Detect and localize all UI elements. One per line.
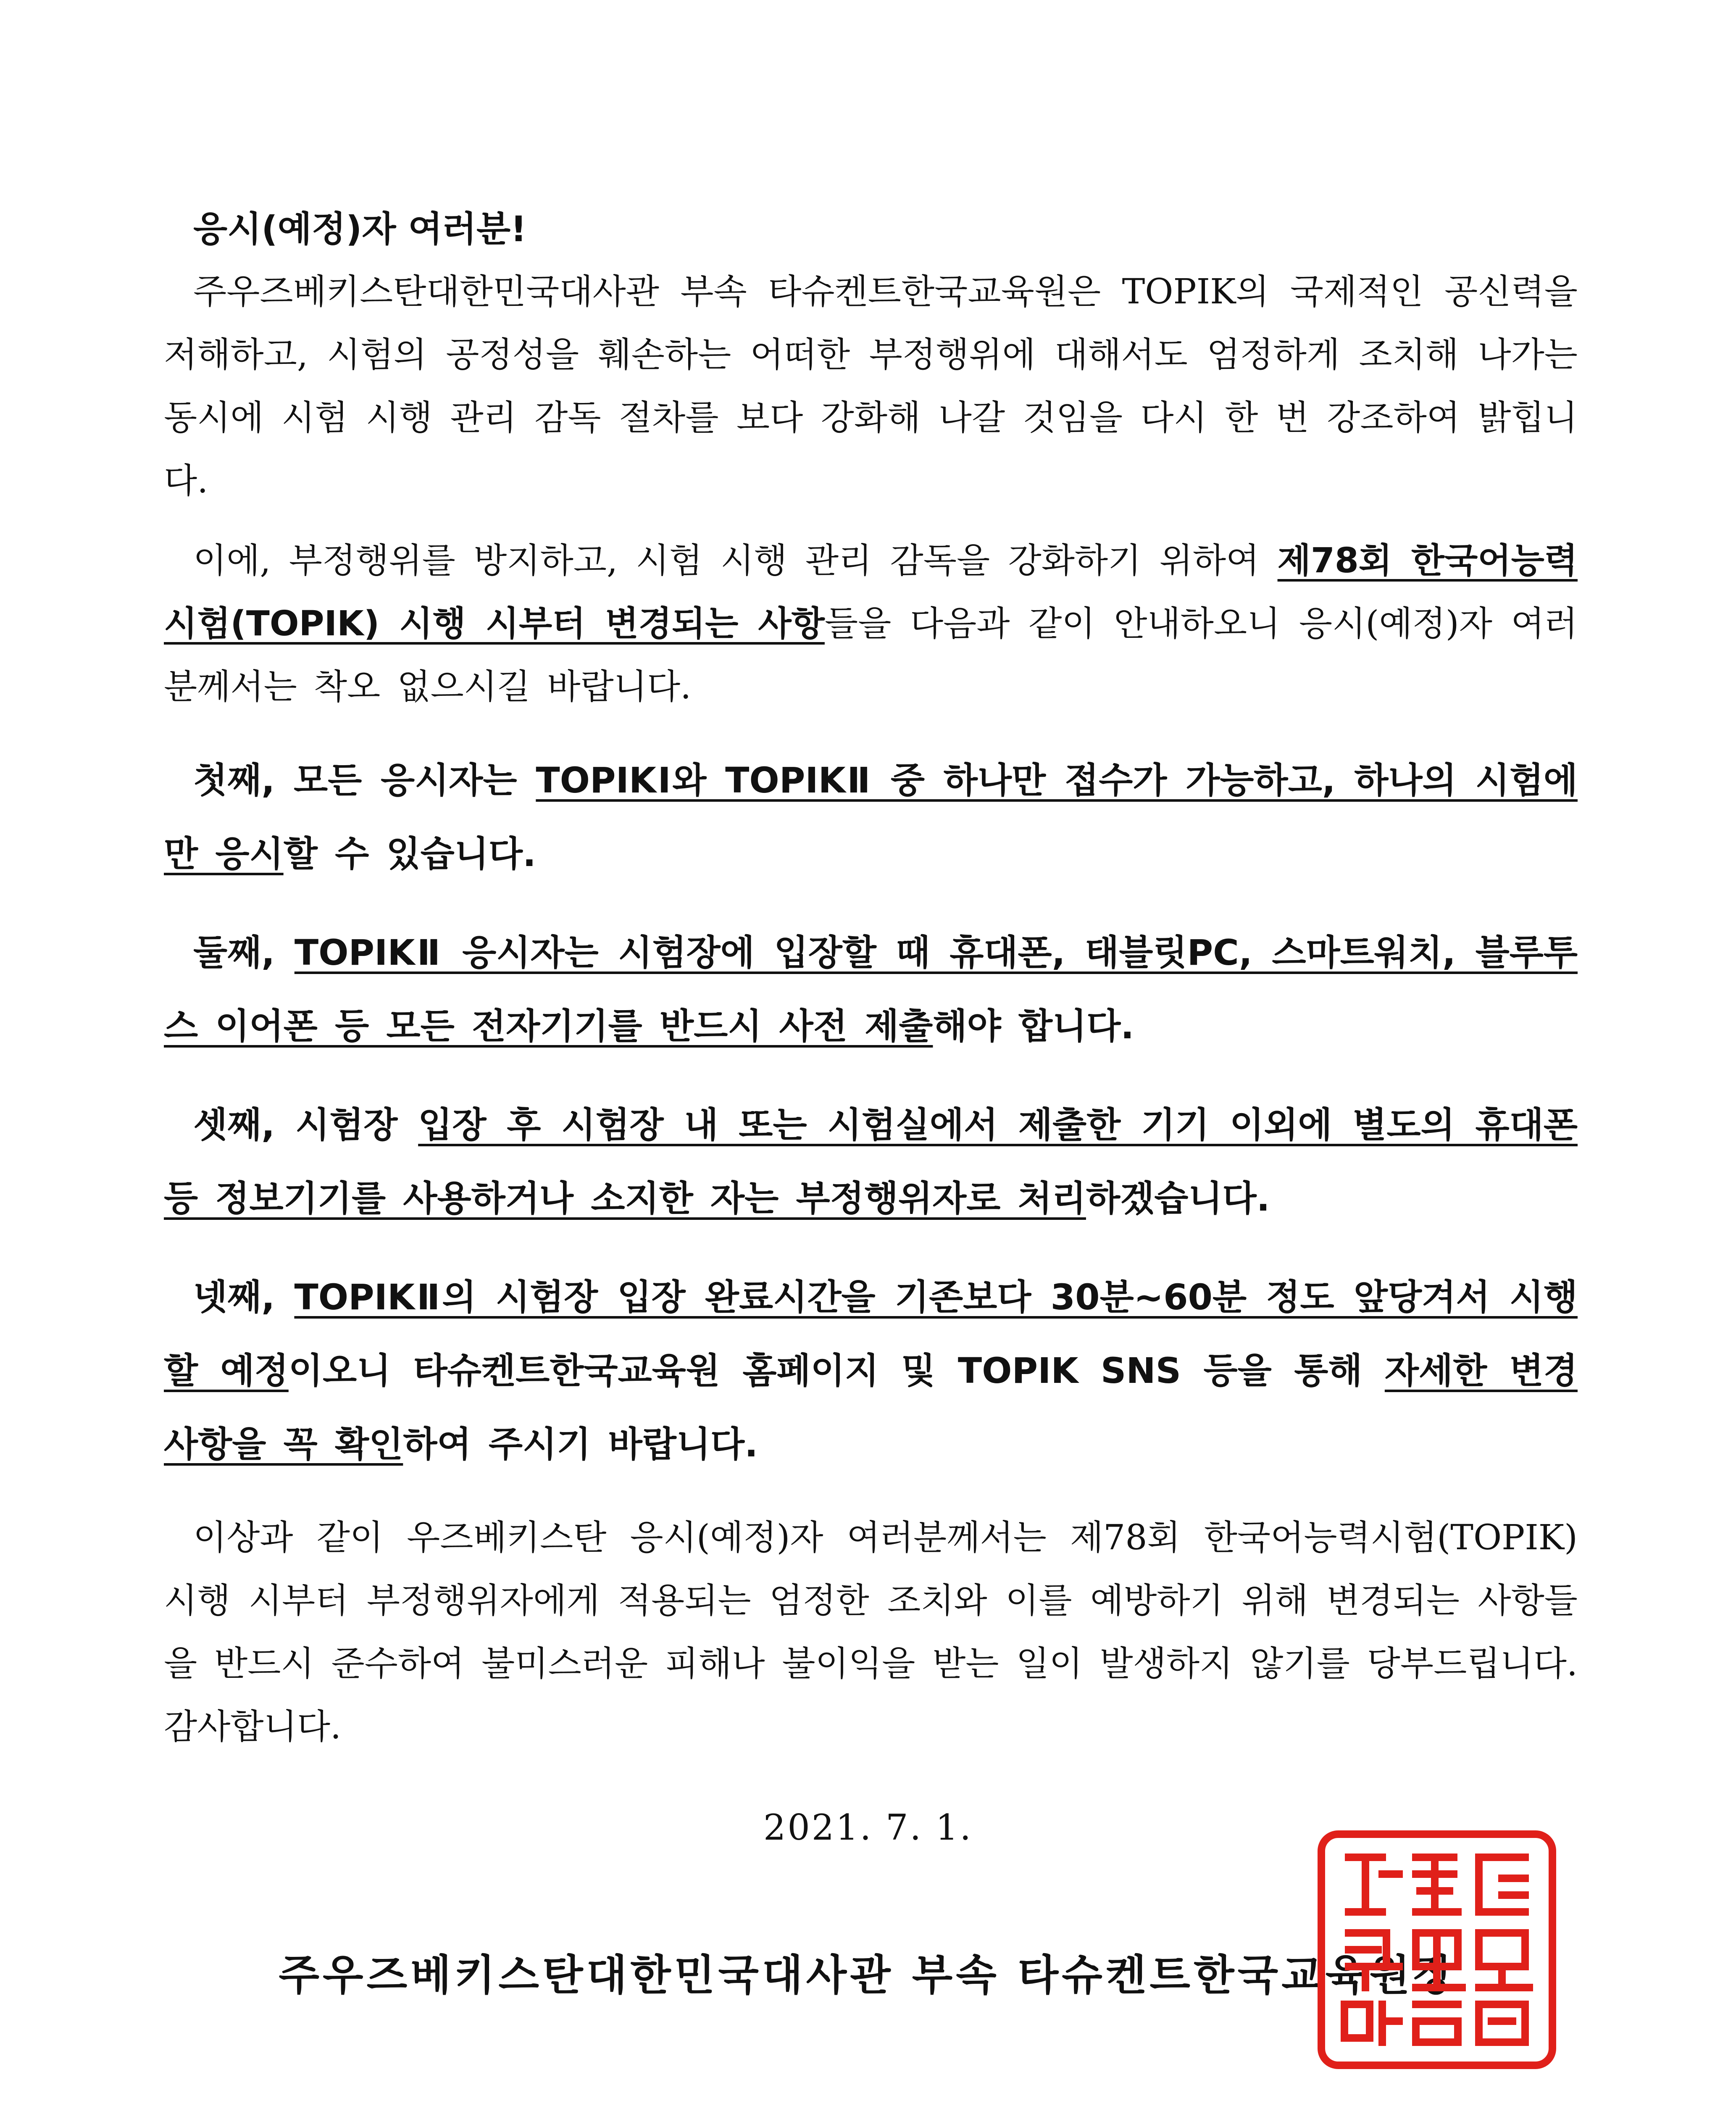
- point-fourth-lead: 넷째,: [193, 1277, 295, 1318]
- point-fourth-middle: 이오니 타슈켄트한국교육원 홈페이지 및 TOPIK SNS 등을 통해: [288, 1350, 1385, 1391]
- greeting: 응시(예정)자 여러분!: [193, 208, 527, 250]
- notice-paragraph: [164, 529, 1578, 719]
- signer-title: 주우즈베키스탄대한민국대사관 부속 타슈켄트한국교육원장: [279, 1951, 1457, 2000]
- official-seal-icon: [1315, 1828, 1559, 2072]
- letter-body: [164, 197, 1578, 1775]
- point-second-lead: 둘째,: [193, 932, 295, 973]
- point-first-underlined: TOPIKⅠ와 TOPIKⅡ 중 하나만 접수가 가능하고, 하나의 시험에만 응시: [164, 760, 1578, 874]
- point-third-tail: 하겠습니다.: [1086, 1178, 1270, 1219]
- notice-text-pre: 이에, 부정행위를 방지하고, 시험 시행 관리 감독을 강화하기 위하여: [193, 541, 1278, 581]
- point-fourth: [164, 1261, 1578, 1481]
- point-first: [164, 744, 1578, 891]
- intro-paragraph: 주우즈베키스탄대한민국대사관 부속 타슈켄트한국교육원은 TOPIK의 국제적인 공신력을 저해하고, 시험의 공정성을 훼손하는 어떠한 부정행위에 대해서도 엄정하게 조치해 나가는 동시에 시험 시행 관리 감독 절차를 보다 강화해 나갈 것임을 다시 한 번 강조하여 밝힙니다.: [164, 272, 1578, 501]
- closing-paragraph: 이상과 같이 우즈베키스탄 응시(예정)자 여러분께서는 제78회 한국어능력시험(TOPIK) 시행 시부터 부정행위자에게 적용되는 엄정한 조치와 이를 예방하기 위해 변경되는 사항들을 반드시 준수하여 불미스러운 피해나 불이익을 받는 일이 발생하지 않기를 당부드립니다. 감사합니다.: [164, 1518, 1578, 1747]
- point-third: [164, 1088, 1578, 1235]
- point-second: [164, 916, 1578, 1063]
- point-fourth-underlined: TOPIKⅡ의 시험장 입장 완료시간을 기존보다 30분~60분 정도 앞당겨서 시행할 예정: [164, 1277, 1578, 1391]
- point-second-underlined: TOPIKⅡ 응시자는 시험장에 입장할 때 휴대폰, 태블릿PC, 스마트워치, 블루투스 이어폰 등 모든 전자기기를 반드시 사전 제출: [164, 932, 1578, 1047]
- point-first-lead: 첫째, 모든 응시자는: [193, 760, 536, 801]
- notice-emphasis: 제78회 한국어능력시험(TOPIK) 시행 시부터 변경되는 사항: [164, 541, 1578, 644]
- point-second-tail: 해야 합니다.: [933, 1006, 1134, 1047]
- point-third-lead: 셋째, 시험장: [193, 1104, 418, 1145]
- point-first-tail: 할 수 있습니다.: [283, 833, 536, 874]
- issue-date: 2021. 7. 1.: [763, 1807, 973, 1848]
- notice-text-post: 들을 다음과 같이 안내하오니 응시(예정)자 여러분께서는 착오 없으시길 바랍니다.: [164, 604, 1578, 707]
- point-third-underlined: 입장 후 시험장 내 또는 시험실에서 제출한 기기 이외에 별도의 휴대폰 등 정보기기를 사용하거나 소지한 자는 부정행위자로 처리: [164, 1104, 1578, 1219]
- point-fourth-underlined-2: 자세한 변경 사항을 꼭 확인: [164, 1350, 1578, 1465]
- point-fourth-tail: 하여 주시기 바랍니다.: [403, 1424, 758, 1465]
